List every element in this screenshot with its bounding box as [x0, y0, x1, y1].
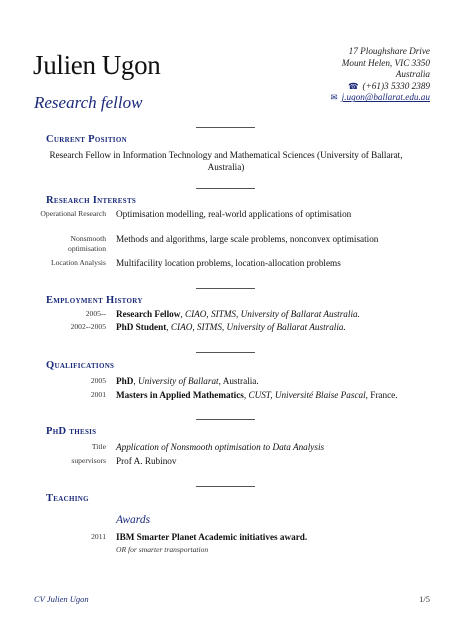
item-label: 2005: [90, 376, 106, 385]
first-name: Julien: [33, 50, 96, 80]
email-link[interactable]: j.ugon@ballarat.edu.au: [341, 92, 430, 103]
cv-name: [33, 50, 161, 81]
envelope-icon: ✉: [330, 92, 338, 103]
item-text: Methods and algorithms, large scale problems, nonconvex optimisation: [116, 234, 379, 244]
section-divider: [196, 288, 255, 289]
address-line-3: Australia: [395, 69, 430, 80]
item-label: Location Analysis: [50, 258, 106, 267]
degree: Masters in Applied Mathematics: [116, 390, 244, 400]
item-label: Operational Research: [40, 209, 106, 218]
item-label: Title: [91, 442, 106, 451]
role: Research Fellow: [116, 309, 181, 319]
item-label: supervisors: [71, 456, 106, 465]
last-name: Ugon: [101, 50, 161, 80]
section-divider: [196, 419, 255, 420]
address-line-1: 17 Ploughshare Drive: [348, 46, 430, 56]
section-divider: [196, 352, 255, 353]
item-text: Research Fellow, CIAO, SITMS, University of Ballarat Australia.: [116, 309, 360, 319]
heading-employment-history: Employment History: [46, 295, 143, 306]
item-label: 2005--: [85, 309, 106, 318]
item-label: 2011: [91, 532, 106, 541]
phone-row: [331, 81, 430, 93]
heading-current-position: Current Position: [46, 134, 127, 145]
place: CIAO, SITMS, University of Ballarat Australia.: [184, 309, 360, 319]
item-text: PhD Student, CIAO, SITMS, University of Ballarat Australia.: [116, 322, 346, 332]
section-divider: [196, 486, 255, 487]
section-divider: [196, 127, 255, 128]
institution: CUST, Université Blaise Pascal: [248, 390, 366, 400]
phone-icon: ☎: [347, 80, 359, 91]
item-text: Multifacility location problems, location-allocation problems: [116, 258, 341, 268]
heading-teaching: Teaching: [46, 493, 89, 504]
institution: University of Ballarat: [137, 376, 219, 386]
cv-subtitle: Research fellow: [34, 93, 143, 112]
section-divider: [196, 188, 255, 189]
item-label: 2001: [90, 390, 106, 399]
item-text: PhD, University of Ballarat, Australia.: [116, 376, 259, 386]
contact-block: [331, 46, 430, 104]
heading-phd-thesis: PhD thesis: [46, 426, 97, 437]
degree: PhD: [116, 376, 134, 386]
address-line-2: Mount Helen, VIC 3350: [341, 57, 430, 68]
phone-number: (+61)3 5330 2389: [362, 80, 430, 91]
location: France.: [370, 390, 398, 400]
heading-research-interests: Research Interests: [46, 195, 137, 206]
subheading-awards: Awards: [116, 514, 151, 526]
thesis-title: Application of Nonsmooth optimisation to Data Analysis: [116, 442, 325, 452]
item-label: 2002--2005: [70, 322, 106, 331]
location: Australia.: [222, 376, 259, 386]
award-title: IBM Smarter Planet Academic initiatives award.: [116, 532, 308, 542]
footer-name: CV Julien Ugon: [34, 594, 89, 604]
thesis-supervisors: Prof A. Rubinov: [116, 456, 177, 466]
item-text: Masters in Applied Mathematics, CUST, Université Blaise Pascal, France.: [116, 390, 398, 400]
item-label: Nonsmooth optimisation: [68, 234, 106, 253]
place: CIAO, SITMS, University of Ballarat Australia.: [170, 322, 346, 332]
page-number: 1/5: [419, 594, 430, 604]
role: PhD Student: [116, 322, 167, 332]
award-note: OR for smarter transportation: [116, 545, 209, 554]
current-position-text: Research Fellow in Information Technology and Mathematical Sciences (University of Ballarat, Australia): [49, 150, 403, 172]
heading-qualifications: Qualifications: [46, 360, 115, 371]
email-row: [331, 92, 430, 104]
item-text: Optimisation modelling, real-world applications of optimisation: [116, 209, 352, 219]
